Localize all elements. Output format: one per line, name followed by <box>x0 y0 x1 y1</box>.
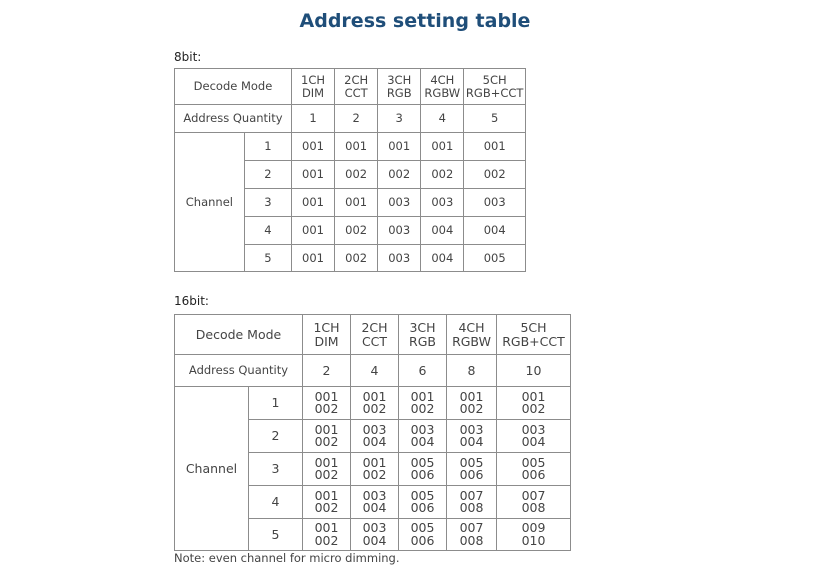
address-quantity-label: Address Quantity <box>175 105 292 133</box>
address-cell: 001 <box>291 189 334 217</box>
address-cell: 001 <box>421 133 464 161</box>
address-value: 001 <box>314 454 339 470</box>
section-label-8bit: 8bit: <box>174 50 202 64</box>
mode-type: RGB <box>409 333 436 349</box>
address-cell <box>497 453 571 486</box>
mode-header-5ch <box>497 315 571 355</box>
address-value: 004 <box>362 434 387 449</box>
mode-header-1ch <box>303 315 351 355</box>
mode-name: 2CH <box>344 73 369 88</box>
address-cell: 003 <box>464 189 526 217</box>
address-quantity-value: 2 <box>303 355 351 387</box>
address-quantity-value: 3 <box>378 105 421 133</box>
address-quantity-value: 5 <box>464 105 526 133</box>
address-cell: 003 <box>378 245 421 272</box>
channel-number: 3 <box>244 189 291 217</box>
address-cell: 001 <box>291 161 334 189</box>
address-cell: 002 <box>335 217 378 245</box>
address-value: 005 <box>459 454 484 470</box>
address-cell: 004 <box>464 217 526 245</box>
channel-number: 1 <box>249 387 303 420</box>
mode-header-1ch <box>291 69 334 105</box>
mode-name: 1CH <box>313 320 340 336</box>
address-value: 001 <box>410 388 435 404</box>
address-quantity-value: 6 <box>399 355 447 387</box>
address-cell <box>399 420 447 453</box>
channel-number: 1 <box>244 133 291 161</box>
address-value: 002 <box>459 401 484 416</box>
address-value: 002 <box>362 467 387 482</box>
address-value: 003 <box>459 421 484 437</box>
mode-name: 1CH <box>301 73 326 88</box>
mode-header-5ch <box>464 69 526 105</box>
address-cell <box>303 387 351 420</box>
mode-type: DIM <box>314 333 339 349</box>
mode-type: RGBW <box>424 85 461 100</box>
address-cell <box>447 519 497 551</box>
address-cell: 004 <box>421 245 464 272</box>
mode-name: 4CH <box>458 320 485 336</box>
mode-type: RGB+CCT <box>465 85 524 100</box>
address-cell: 003 <box>378 189 421 217</box>
address-value: 002 <box>314 434 339 449</box>
mode-name: 4CH <box>430 73 455 88</box>
channel-number: 4 <box>249 486 303 519</box>
address-cell <box>303 519 351 551</box>
address-cell: 001 <box>291 133 334 161</box>
address-quantity-value: 10 <box>497 355 571 387</box>
mode-name: 5CH <box>482 73 507 88</box>
address-value: 006 <box>521 467 546 482</box>
address-value: 003 <box>410 421 435 437</box>
address-value: 004 <box>362 500 387 515</box>
address-value: 007 <box>459 487 484 503</box>
header-row <box>175 69 526 105</box>
address-value: 005 <box>410 454 435 470</box>
address-value: 001 <box>314 388 339 404</box>
address-cell <box>351 387 399 420</box>
address-cell: 002 <box>335 245 378 272</box>
address-value: 003 <box>362 421 387 437</box>
address-cell <box>399 486 447 519</box>
address-cell <box>497 387 571 420</box>
address-value: 004 <box>459 434 484 449</box>
address-value: 001 <box>521 388 546 404</box>
address-value: 001 <box>362 454 387 470</box>
address-cell: 003 <box>421 189 464 217</box>
address-value: 001 <box>459 388 484 404</box>
mode-type: RGB+CCT <box>502 333 565 349</box>
address-cell <box>447 453 497 486</box>
channel-number: 2 <box>244 161 291 189</box>
address-value: 006 <box>410 500 435 515</box>
mode-name: 3CH <box>409 320 436 336</box>
address-cell <box>497 486 571 519</box>
address-value: 006 <box>410 532 435 548</box>
address-value: 005 <box>410 487 435 503</box>
table-row <box>175 387 571 420</box>
address-cell: 001 <box>464 133 526 161</box>
address-cell: 005 <box>464 245 526 272</box>
mode-type: DIM <box>301 85 325 100</box>
address-cell: 004 <box>421 217 464 245</box>
address-value: 007 <box>521 487 546 503</box>
address-cell: 003 <box>378 217 421 245</box>
address-value: 004 <box>410 434 435 449</box>
decode-mode-header: Decode Mode <box>175 69 292 105</box>
address-cell <box>447 420 497 453</box>
address-value: 004 <box>521 434 546 449</box>
mode-name: 2CH <box>361 320 388 336</box>
page-title: Address setting table <box>299 10 531 32</box>
address-cell <box>399 387 447 420</box>
mode-type: RGBW <box>452 333 491 349</box>
address-cell <box>303 420 351 453</box>
address-value: 002 <box>314 401 339 416</box>
address-value: 006 <box>410 467 435 482</box>
header-row <box>175 315 571 355</box>
mode-header-4ch <box>447 315 497 355</box>
channel-number: 2 <box>249 420 303 453</box>
address-value: 010 <box>521 532 546 548</box>
address-value: 005 <box>410 520 435 535</box>
address-cell <box>351 486 399 519</box>
address-value: 002 <box>362 401 387 416</box>
address-value: 002 <box>521 401 546 416</box>
address-value: 009 <box>521 520 546 535</box>
address-value: 006 <box>459 467 484 482</box>
table-row <box>175 133 526 161</box>
address-quantity-value: 8 <box>447 355 497 387</box>
channel-number: 5 <box>244 245 291 272</box>
address-cell <box>399 453 447 486</box>
mode-name: 3CH <box>387 73 412 88</box>
address-value: 007 <box>459 520 484 535</box>
address-cell: 002 <box>335 161 378 189</box>
address-value: 003 <box>362 487 387 503</box>
mode-header-3ch <box>378 69 421 105</box>
address-cell: 001 <box>335 189 378 217</box>
address-value: 001 <box>314 487 339 503</box>
mode-type: CCT <box>344 85 368 100</box>
address-table-8bit <box>174 68 526 272</box>
address-cell: 001 <box>291 245 334 272</box>
address-quantity-label: Address Quantity <box>175 355 303 387</box>
mode-header-4ch <box>421 69 464 105</box>
address-value: 003 <box>362 520 387 535</box>
address-cell: 002 <box>378 161 421 189</box>
address-cell: 002 <box>421 161 464 189</box>
channel-label: Channel <box>175 133 245 272</box>
address-cell: 001 <box>378 133 421 161</box>
mode-header-3ch <box>399 315 447 355</box>
mode-name: 5CH <box>520 320 547 336</box>
address-quantity-value: 1 <box>291 105 334 133</box>
address-value: 001 <box>362 388 387 404</box>
address-cell: 002 <box>464 161 526 189</box>
address-cell <box>303 486 351 519</box>
footnote: Note: even channel for micro dimming. <box>174 551 400 565</box>
mode-header-2ch <box>335 69 378 105</box>
address-quantity-value: 2 <box>335 105 378 133</box>
address-value: 002 <box>314 500 339 515</box>
address-cell <box>351 453 399 486</box>
address-value: 008 <box>521 500 546 515</box>
address-value: 001 <box>314 421 339 437</box>
channel-number: 5 <box>249 519 303 551</box>
address-value: 008 <box>459 532 484 548</box>
section-label-16bit: 16bit: <box>174 294 209 308</box>
address-cell <box>447 387 497 420</box>
address-value: 002 <box>410 401 435 416</box>
address-value: 008 <box>459 500 484 515</box>
decode-mode-header: Decode Mode <box>175 315 303 355</box>
address-cell <box>351 420 399 453</box>
channel-number: 4 <box>244 217 291 245</box>
mode-header-2ch <box>351 315 399 355</box>
channel-label: Channel <box>175 387 249 551</box>
mode-type: RGB <box>386 85 412 100</box>
address-cell: 001 <box>291 217 334 245</box>
address-cell <box>447 486 497 519</box>
address-cell <box>303 453 351 486</box>
address-cell <box>399 519 447 551</box>
address-cell <box>351 519 399 551</box>
address-cell <box>497 420 571 453</box>
address-value: 003 <box>521 421 546 437</box>
address-table-16bit <box>174 314 571 551</box>
address-quantity-value: 4 <box>421 105 464 133</box>
address-value: 005 <box>521 454 546 470</box>
address-cell <box>497 519 571 551</box>
address-value: 002 <box>314 467 339 482</box>
address-quantity-row <box>175 105 526 133</box>
address-cell: 001 <box>335 133 378 161</box>
mode-type: CCT <box>361 333 388 349</box>
address-value: 001 <box>314 520 339 535</box>
address-value: 004 <box>362 532 387 548</box>
address-quantity-row <box>175 355 571 387</box>
address-value: 002 <box>314 532 339 548</box>
channel-number: 3 <box>249 453 303 486</box>
address-quantity-value: 4 <box>351 355 399 387</box>
